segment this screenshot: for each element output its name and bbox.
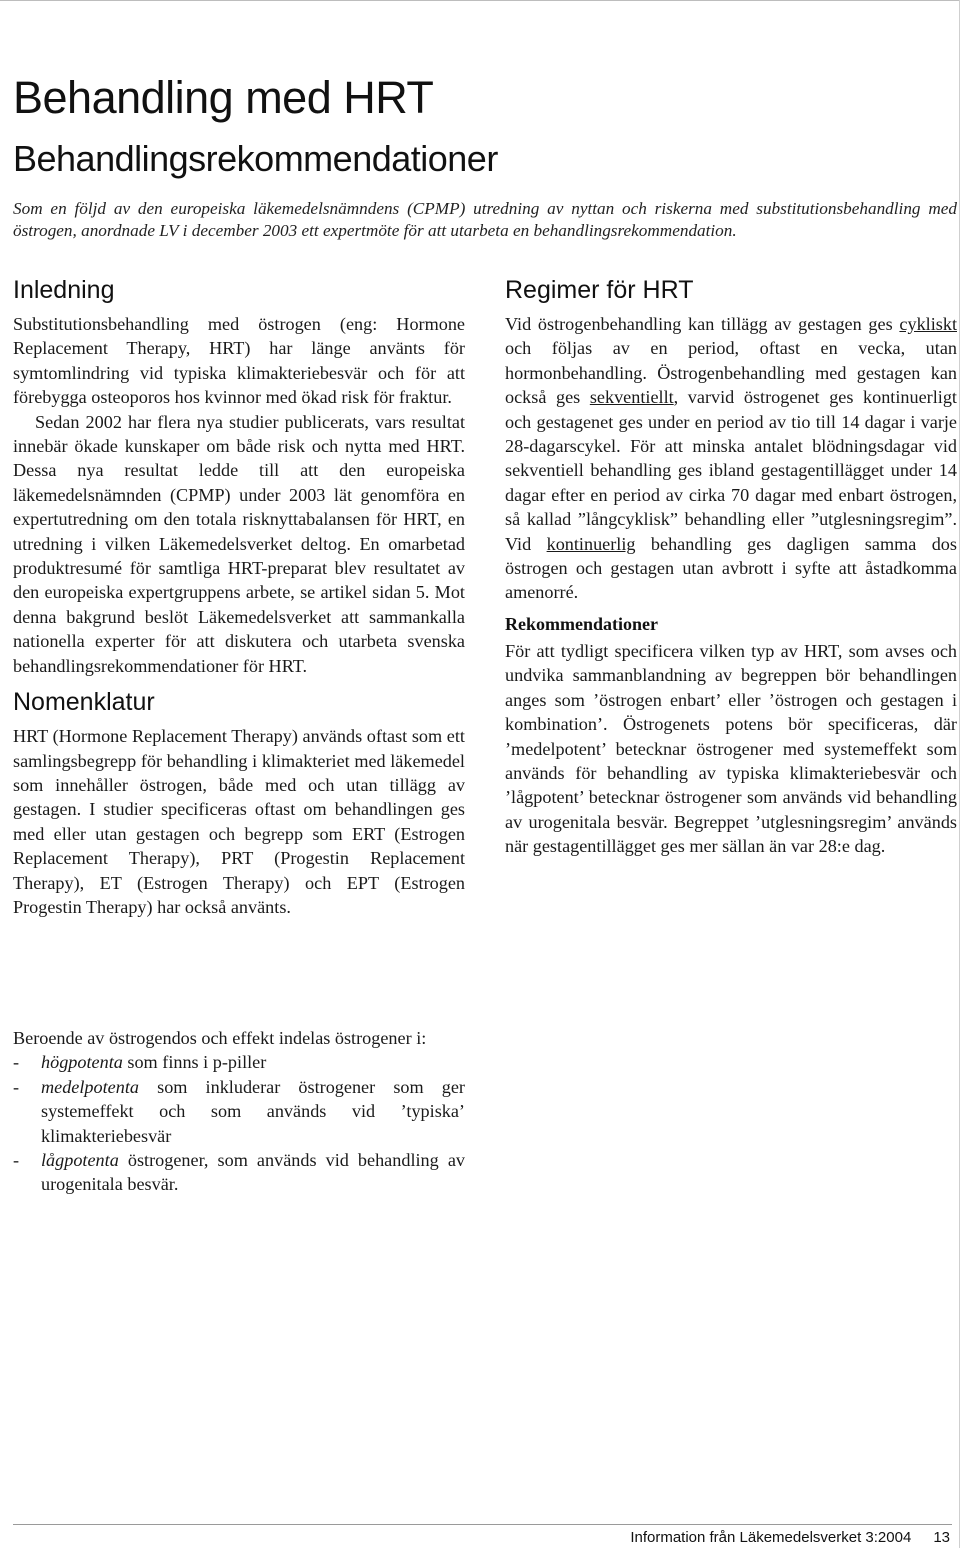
list-item: - medelpotenta som inkluderar östrogener som ger systemeffekt och som används vid ’typiska’ klimakteriebesvär: [13, 1076, 465, 1146]
section-heading-nomenklatur: Nomenklatur: [13, 688, 155, 717]
page-number: 13: [933, 1529, 950, 1546]
page-footer: [630, 1529, 950, 1546]
potency-list: [13, 1050, 465, 1196]
top-rule: [0, 0, 960, 1]
inledning-paragraph-1: Substitutionsbehandling med östrogen (eng: Hormone Replacement Therapy, HRT) har länge använts för symtomlindring vid typiska klimakteriebesvär och för att förebygga osteoporos hos kvinnor med ökad risk för fraktur.: [13, 314, 465, 408]
list-item: - högpotenta som finns i p-piller: [13, 1052, 267, 1073]
intro-paragraph: Som en följd av den europeiska läkemedelsnämndens (CPMP) utredning av nyttan och riskerna med substitutionsbehandling med östrogen, anordnade LV i december 2003 ett expertmöte för att utarbeta en behandlingsrekommendation.: [13, 199, 957, 240]
section-heading-inledning: Inledning: [13, 276, 115, 304]
nomenklatur-paragraph: HRT (Hormone Replacement Therapy) används oftast som ett samlingsbegrepp för behandling i klimakteriet med läkemedel som innehåller östrogen, både med och utan tillägg av gestagen. I studier specificeras oftast om behandlingen ges med eller utan gestagen och begrepp som ERT (Estrogen Replacement Therapy), PRT (Progestin Replacement Therapy), ET (Estrogen Therapy) och EPT (Estrogen Progestin Therapy) har också använts.: [13, 726, 465, 917]
footer-publication: Information från Läkemedelsverket 3:2004: [630, 1529, 912, 1546]
footer-rule: [13, 1524, 952, 1525]
subheading-rekommendationer: Rekommendationer: [505, 613, 658, 634]
section-heading-regimer: Regimer för HRT: [505, 276, 694, 304]
inledning-paragraph-2: Sedan 2002 har flera nya studier publicerats, vars resultat innebär ökade kunskaper om både risk och nytta med HRT. Dessa nya resultat ledde till att den europeiska läkemedelsnämnden (CPMP) under 2003 lät genomföra en expertutredning om den totala risknyttabalansen för HRT, en utredning i vilken Läkemedelsverket deltog. En omarbetad produktresumé för samtliga HRT-preparat blev resultatet av den europeiska expertgruppens arbete, se artikel sidan 5. Mot denna bakgrund beslöt Läkemedelsverket att sammankalla nationella experter för att diskutera och utarbeta svenska behandlingsrekommendationer för HRT.: [13, 411, 465, 676]
term-cykliskt: cykliskt: [899, 314, 957, 334]
page-subtitle: Behandlingsrekommendationer: [13, 138, 498, 179]
potency-intro: Beroende av östrogendos och effekt indelas östrogener i:: [13, 1028, 427, 1048]
right-column: [505, 274, 957, 859]
list-item: - lågpotenta östrogener, som används vid behandling av urogenitala besvär.: [13, 1150, 465, 1195]
rekommendationer-paragraph: För att tydligt specificera vilken typ av HRT, som avses och undvika sammanblandning av begreppen bör behandlingen anges som ’östrogen enbart’ eller ’östrogen och gestagen i kombination’. Östrogenets potens bör specificeras, där ’medelpotent’ betecknar östrogener med systemeffekt som används för behandling av typiska klimakteriebesvär och ’lågpotent’ betecknar östrogener som används vid behandling av urogenitala besvär. Begreppet ’utglesningsregim’ används när gestagentillägget ges mer sällan än var 28:e dag.: [505, 640, 957, 857]
potency-block: [13, 1026, 465, 1197]
term-kontinuerlig: kontinuerlig: [546, 533, 636, 554]
term-sekventiellt: sekventiellt: [589, 387, 674, 408]
page-title: Behandling med HRT: [13, 72, 434, 123]
regimer-paragraph: Vid östrogenbehandling kan tillägg av gestagen ges cykliskt och följas av en period, oftast en vecka, utan hormonbehandling. Östrogenbehandling med gestagen kan också ges sekventiellt, varvid östrogenet ges kontinuerligt och gestagenet ges under en period av tio till 14 dagar i varje 28-dagarscykel. För att minska antalet blödningsdagar vid sekventiell behandling ges ibland gestagentillägget under 14 dagar efter en period av cirka 70 dagar med enbart östrogen, så kallad ”långcyklisk” behandling eller ”utglesningsregim”. Vid kontinuerlig behandling ges dagligen samma dos östrogen och gestagen utan avbrott i syfte att åstadkomma amenorré.: [505, 314, 957, 603]
left-column: [13, 274, 465, 919]
